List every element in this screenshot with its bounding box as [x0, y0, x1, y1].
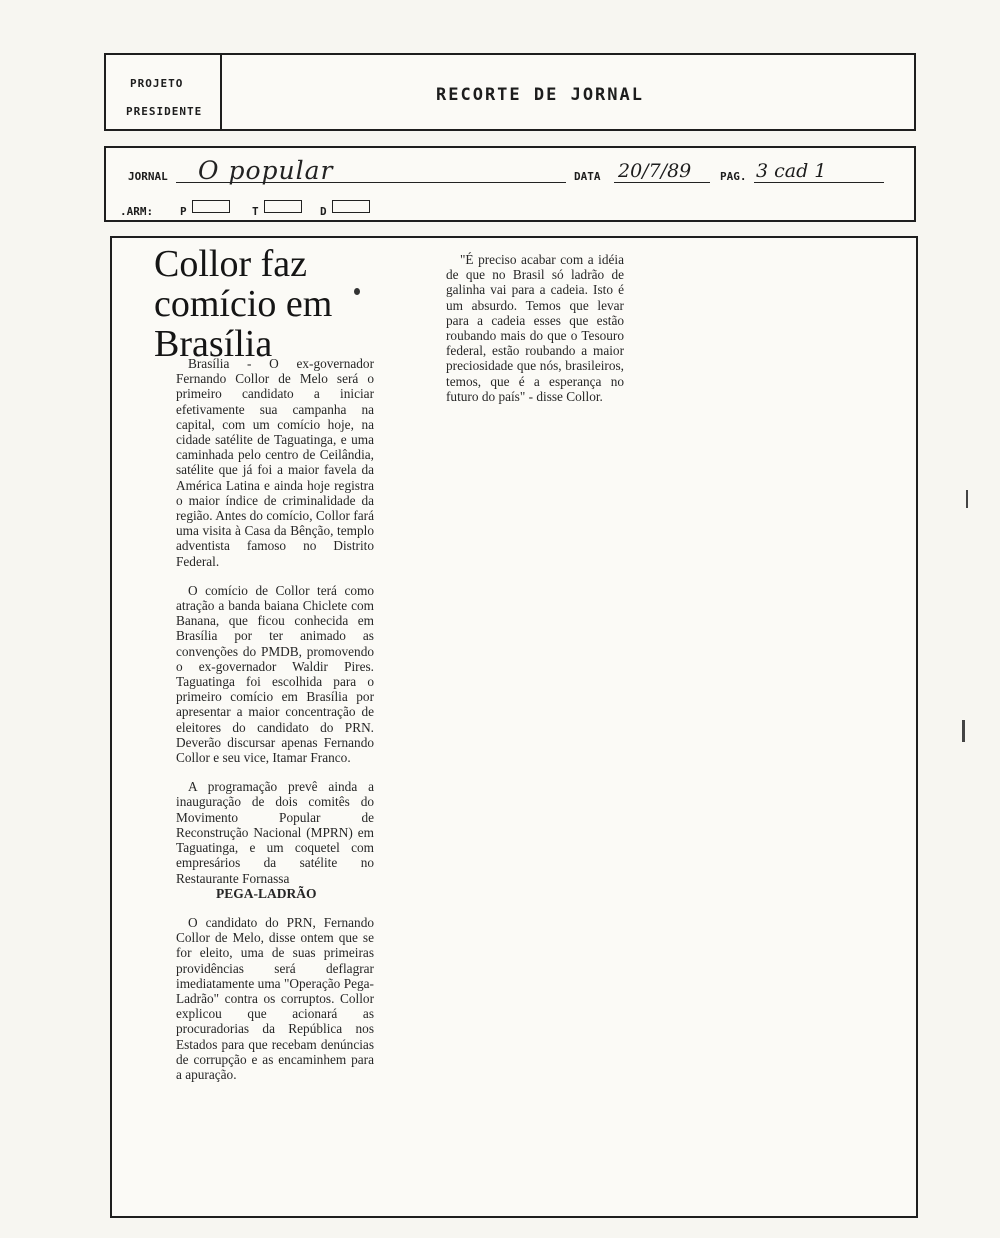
project-label-cell [106, 55, 222, 129]
arm-t-box [264, 200, 302, 213]
article-paragraph: O candidato do PRN, Fernando Collor de Melo, disse ontem que se for eleito, uma de suas primeiras providências será deflagrar imediatamente uma "Operação Pega-Ladrão" contra os corruptos. Collor explicou que acionará as procuradorias da República nos Estados para que recebam denúncias de corrupção e as encaminhem para a apuração. [176, 914, 374, 1082]
header-box [104, 53, 916, 131]
article-paragraph: Brasília - O ex-governador Fernando Collor de Melo será o primeiro candidato a iniciar efetivamente sua campanha na capital, com um comício hoje, na cidade satélite de Taguatinga, e uma caminhada pelo centro de Ceilândia, satélite que já foi a maior favela da América Latina e ainda hoje registra o maior índice de criminalidade da região. Antes do comício, Collor fará uma visita à Casa da Bênção, templo adventista famoso no Distrito Federal. [176, 356, 374, 569]
article-headline: Collor faz comício em Brasília [154, 243, 333, 365]
article-paragraph: A programação prevê ainda a inauguração de dois comitês do Movimento Popular de Reconstrução Nacional (MPRN) em Taguatinga, e um coquetel com empresários da satélite no Restaurante Fornassa [176, 779, 374, 886]
arm-label: .ARM: [120, 205, 154, 218]
jornal-handwritten-value: O popular [198, 156, 334, 185]
newspaper-clipping [110, 236, 918, 1218]
clipping-info-box [104, 146, 916, 222]
pag-underline [754, 182, 884, 183]
article-subheading: PEGA-LADRÃO [216, 885, 317, 901]
data-label: DATA [574, 170, 601, 183]
project-label-line1: PROJETO [130, 77, 184, 90]
arm-p-box [192, 200, 230, 213]
adjacent-page-edge [952, 480, 1000, 840]
article-paragraph: O comício de Collor terá como atração a banda baiana Chiclete com Banana, que ficou conhecida em Brasília por ter animado as convenções do PMDB, promovendo o ex-governador Waldir Pires. Taguatinga foi escolhida para o primeiro comício em Brasília por apresentar a maior concentração de eleitores do candidato do PRN. Deverão discursar apenas Fernando Collor e seu vice, Itamar Franco. [176, 582, 374, 766]
data-underline [614, 182, 710, 183]
arm-d-box [332, 200, 370, 213]
article-column-right [446, 252, 624, 404]
arm-t-label: T [252, 205, 259, 218]
article-paragraph: "É preciso acabar com a idéia de que no Brasil só ladrão de galinha vai para a cadeia. Isto é um absurdo. Temos que levar para a cadeia esses que estão roubando mais do que o Tesouro federal, estão roubando a maior preciosidade que nós, brasileiros, temos, que é a esperança no futuro do país" - disse Collor. [446, 252, 624, 404]
pag-label: PAG. [720, 170, 747, 183]
article-column-left [176, 356, 374, 1082]
jornal-label: JORNAL [128, 170, 168, 183]
project-label-line2: PRESIDENTE [126, 105, 203, 118]
form-title: RECORTE DE JORNAL [436, 85, 644, 105]
pag-handwritten-value: 3 cad 1 [756, 160, 827, 182]
arm-p-label: P [180, 205, 187, 218]
data-handwritten-value: 20/7/89 [618, 160, 692, 182]
arm-d-label: D [320, 205, 327, 218]
ink-spot [354, 288, 360, 295]
